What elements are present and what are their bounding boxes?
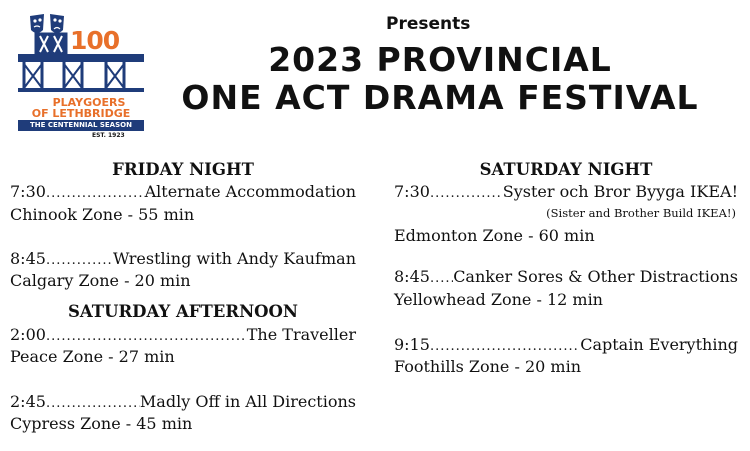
logo-org-line1: PLAYGOERS xyxy=(52,96,126,109)
entry-show-title: Madly Off in All Directions xyxy=(139,392,356,411)
entry-zone: Chinook Zone - 55 min xyxy=(10,205,195,224)
entry-time: 8:45 xyxy=(10,249,46,268)
playgoers-logo xyxy=(14,10,144,139)
entry-zone: Yellowhead Zone - 12 min xyxy=(394,290,603,309)
logo-banner: THE CENTENNIAL SEASON xyxy=(18,120,144,131)
entry-show-title: Captain Everything xyxy=(580,335,738,354)
entry-show-title: Wrestling with Andy Kaufman xyxy=(113,249,356,268)
leader-dots xyxy=(46,393,140,415)
leader-dots xyxy=(46,250,113,272)
logo-org-line2: OF LETHBRIDGE xyxy=(31,107,131,120)
leader-dots xyxy=(430,268,453,290)
schedule-entry-row xyxy=(10,181,356,205)
logo-established: EST. 1923 xyxy=(92,132,125,139)
entry-time: 2:00 xyxy=(10,325,46,344)
schedule-entry-row xyxy=(10,391,356,415)
leader-dots xyxy=(430,336,580,358)
entry-time: 8:45 xyxy=(394,267,430,286)
entry-time: 2:45 xyxy=(10,392,46,411)
entry-zone: Calgary Zone - 20 min xyxy=(10,271,191,290)
entry-time: 9:15 xyxy=(394,335,430,354)
leader-dots xyxy=(46,183,145,205)
presents-label: Presents xyxy=(386,14,471,34)
entry-zone: Foothills Zone - 20 min xyxy=(394,357,582,376)
entry-show-title: Canker Sores & Other Distractions xyxy=(453,267,738,286)
entry-time: 7:30 xyxy=(394,182,430,201)
entry-translation-note: (Sister and Brother Build IKEA!) xyxy=(546,206,736,220)
schedule-entry-row xyxy=(10,248,356,272)
entry-zone: Cypress Zone - 45 min xyxy=(10,414,193,433)
entry-time: 7:30 xyxy=(10,182,46,201)
friday-night-heading: FRIDAY NIGHT xyxy=(112,160,254,179)
schedule-entry-row xyxy=(394,181,738,205)
entry-show-title: The Traveller xyxy=(246,325,356,344)
schedule-entry-row xyxy=(394,266,738,290)
festival-title-line1: 2023 PROVINCIAL xyxy=(268,40,612,79)
entry-zone: Edmonton Zone - 60 min xyxy=(394,226,595,245)
saturday-night-heading: SATURDAY NIGHT xyxy=(479,160,653,179)
schedule-entry-row xyxy=(10,324,356,348)
logo-number: 100 xyxy=(70,26,120,55)
leader-dots xyxy=(46,326,247,348)
entry-show-title: Syster och Bror Byyga IKEA! xyxy=(502,182,738,201)
saturday-afternoon-heading: SATURDAY AFTERNOON xyxy=(67,302,298,321)
theatre-masks-icon xyxy=(30,14,64,33)
leader-dots xyxy=(430,183,503,205)
entry-show-title: Alternate Accommodation xyxy=(144,182,356,201)
festival-title-line2: ONE ACT DRAMA FESTIVAL xyxy=(181,78,699,117)
schedule-entry-row xyxy=(394,334,738,358)
entry-zone: Peace Zone - 27 min xyxy=(10,347,175,366)
